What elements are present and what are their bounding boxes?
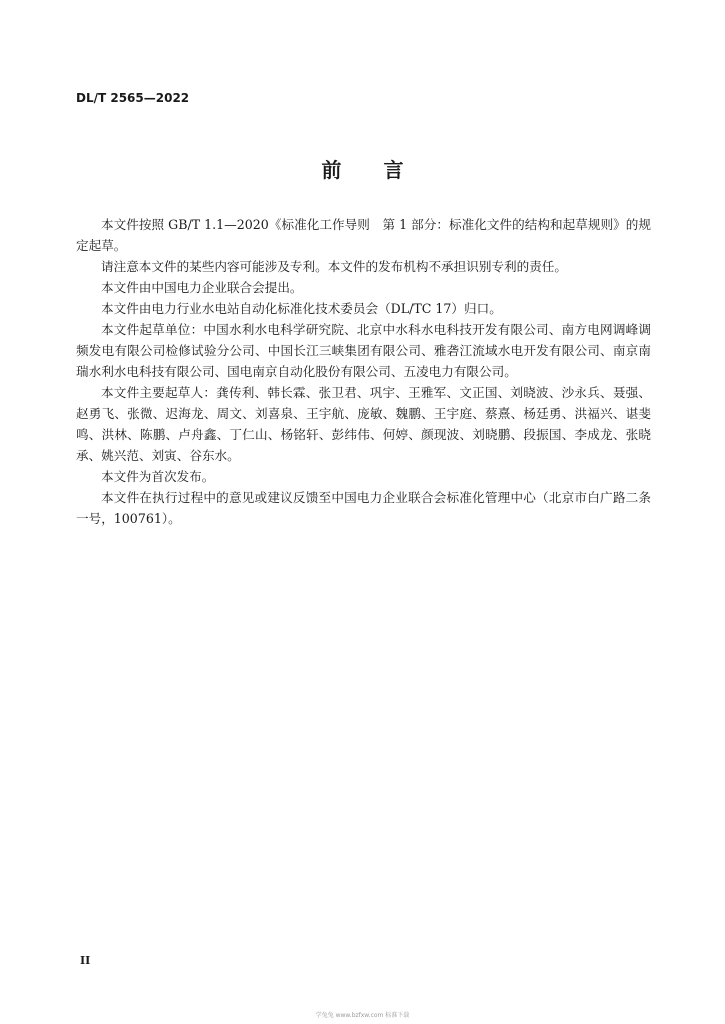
paragraph-drafters: 本文件主要起草人：龚传利、韩长霖、张卫君、巩宇、王雅军、文正国、刘晓波、沙永兵、聂强、赵勇飞、张微、迟海龙、周文、刘喜泉、王宇航、庞敏、魏鹏、王宇庭、蔡熹、杨廷勇、洪福兴、谌斐鸣、洪林、陈鹏、卢舟鑫、丁仁山、杨铭轩、彭纬伟、何婷、颜现波、刘晓鹏、段振国、李成龙、张晓承、姚兴范、刘寅、谷东水。 [76,385,651,463]
title-char-2: 言 [383,158,404,182]
paragraph-under-jurisdiction: 本文件由电力行业水电站自动化标准化技术委员会（DL/TC 17）归口。 [101,301,502,316]
page-title [0,154,725,183]
paragraph-first-release: 本文件为首次发布。 [101,469,215,484]
watermark-text: 学兔兔 www.bzfxw.com 标准下载 [315,1012,410,1019]
paragraph-proposed-by: 本文件由中国电力企业联合会提出。 [101,280,303,295]
paragraph-drafting-rules: 本文件按照 GB/T 1.1—2020《标准化工作导则 第 1 部分：标准化文件的结构和起草规则》的规定起草。 [76,217,651,253]
foreword-body [76,214,651,529]
paragraph-feedback: 本文件在执行过程中的意见或建议反馈至中国电力企业联合会标准化管理中心（北京市白广路二条一号，100761）。 [76,490,651,526]
paragraph-drafting-units: 本文件起草单位：中国水利水电科学研究院、北京中水科水电科技开发有限公司、南方电网调峰调频发电有限公司检修试验分公司、中国长江三峡集团有限公司、雅砻江流域水电开发有限公司、南京南瑞水利水电科技有限公司、国电南京自动化股份有限公司、五凌电力有限公司。 [76,322,651,379]
page-number: II [80,954,91,967]
document-code: DL/T 2565—2022 [76,91,190,105]
title-char-1: 前 [321,158,342,182]
paragraph-patent-notice: 请注意本文件的某些内容可能涉及专利。本文件的发布机构不承担识别专利的责任。 [101,259,567,274]
